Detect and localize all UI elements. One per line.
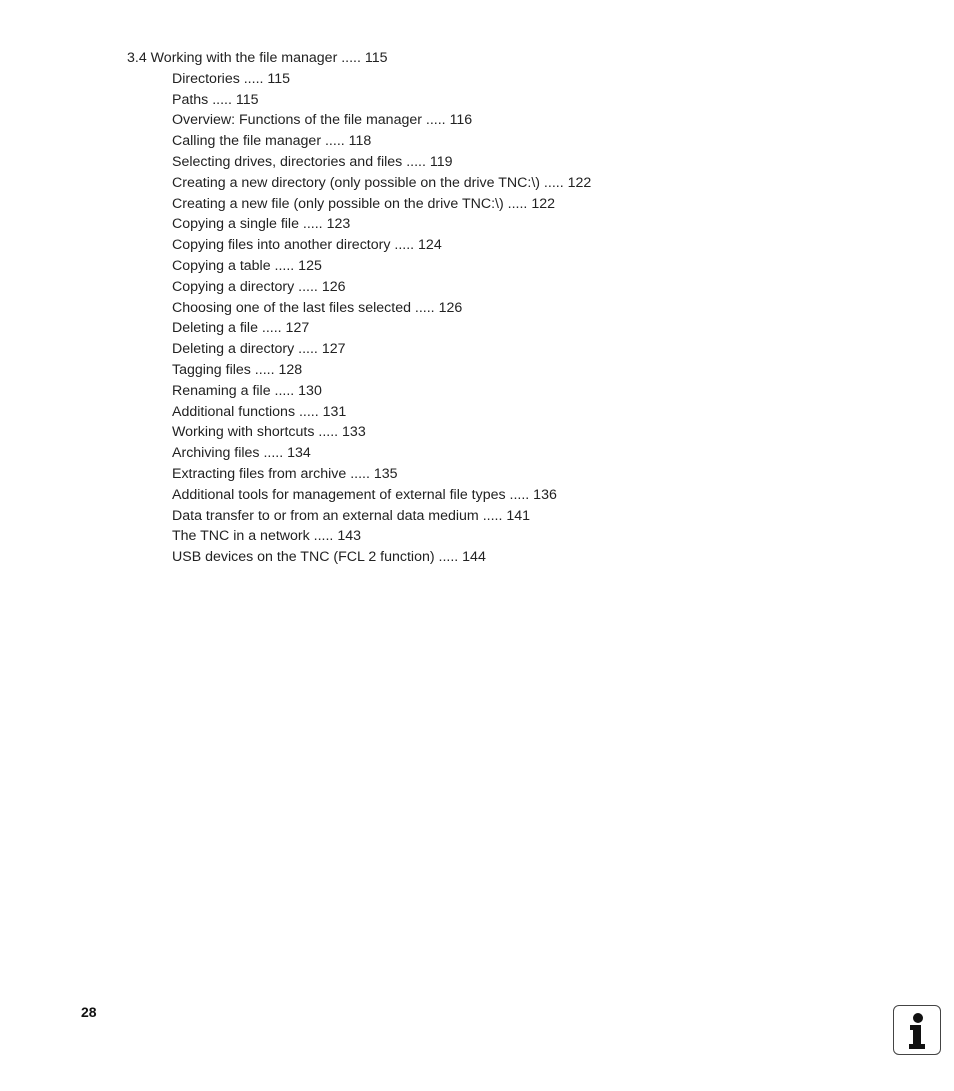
toc-entry[interactable]: Calling the file manager ..... 118	[172, 133, 372, 150]
toc-entry[interactable]: Archiving files ..... 134	[172, 445, 311, 462]
toc-entry[interactable]: Deleting a file ..... 127	[172, 320, 310, 337]
toc-entry[interactable]: Additional functions ..... 131	[172, 403, 347, 420]
toc-entry[interactable]: Working with shortcuts ..... 133	[172, 424, 366, 441]
toc-entry[interactable]: Directories ..... 115	[172, 70, 291, 87]
info-icon	[893, 1005, 941, 1055]
toc-entry[interactable]: Selecting drives, directories and files ..... 119	[172, 153, 453, 170]
toc-entry[interactable]: Deleting a directory ..... 127	[172, 341, 346, 358]
toc-entry[interactable]: Tagging files ..... 128	[172, 361, 303, 378]
toc-entry[interactable]: Copying a table ..... 125	[172, 257, 322, 274]
toc-entry[interactable]: Copying a directory ..... 126	[172, 278, 346, 295]
toc-entry[interactable]: Extracting files from archive ..... 135	[172, 465, 398, 482]
toc-entry[interactable]: Additional tools for management of external file types ..... 136	[172, 486, 557, 503]
toc-entry[interactable]: USB devices on the TNC (FCL 2 function) ..... 144	[172, 549, 486, 566]
toc-entry[interactable]: Data transfer to or from an external data medium ..... 141	[172, 507, 531, 524]
toc-entry[interactable]: Paths ..... 115	[172, 91, 259, 108]
toc-entry[interactable]: Creating a new directory (only possible on the drive TNC:\) ..... 122	[172, 174, 592, 191]
toc-entry[interactable]: Creating a new file (only possible on the drive TNC:\) ..... 122	[172, 195, 555, 212]
page-number: 28	[81, 1004, 97, 1020]
toc-entry[interactable]: Overview: Functions of the file manager ..... 116	[172, 112, 473, 129]
table-of-contents	[127, 48, 887, 568]
toc-section-heading[interactable]: 3.4 Working with the file manager ..... 115	[127, 50, 388, 66]
info-icon-glyph	[894, 1006, 939, 1053]
toc-entry[interactable]: Copying a single file ..... 123	[172, 216, 351, 233]
toc-entry[interactable]: Renaming a file ..... 130	[172, 382, 322, 399]
toc-entry[interactable]: The TNC in a network ..... 143	[172, 528, 361, 545]
toc-entry[interactable]: Choosing one of the last files selected ..... 126	[172, 299, 463, 316]
toc-entry[interactable]: Copying files into another directory ..... 124	[172, 237, 442, 254]
